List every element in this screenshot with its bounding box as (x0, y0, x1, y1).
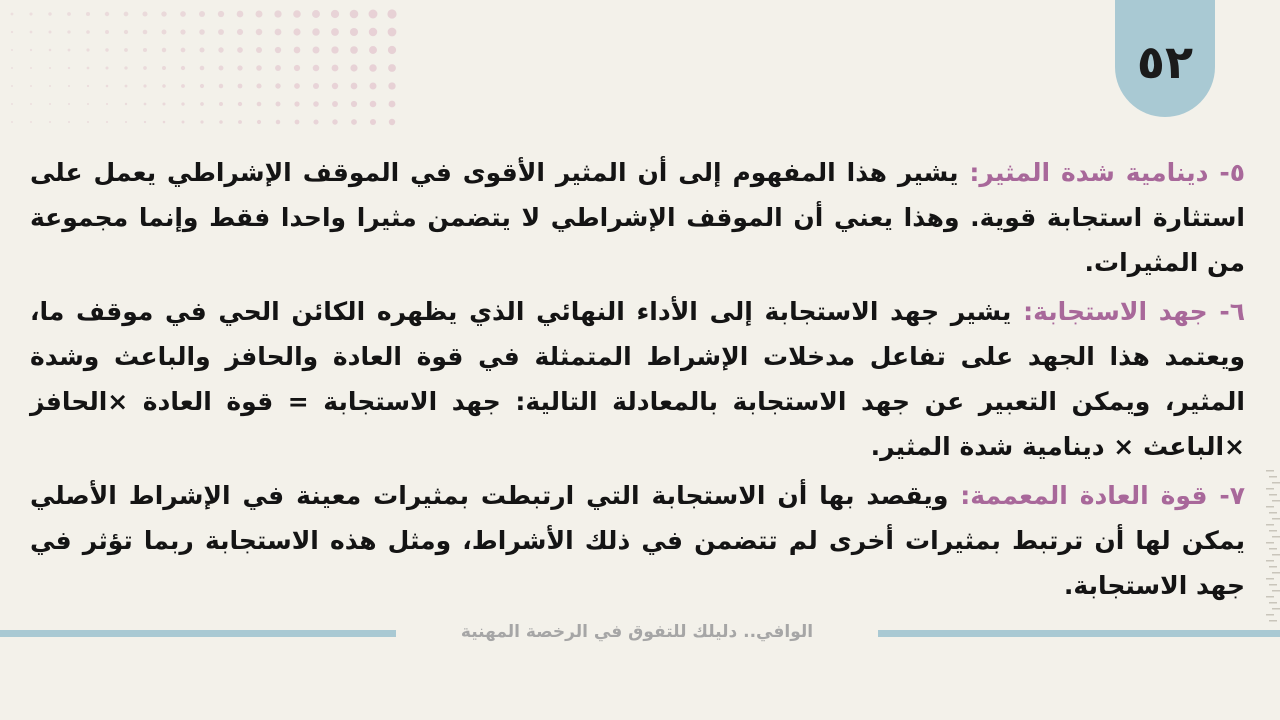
decorative-dot (162, 48, 166, 52)
decorative-dot (105, 12, 109, 16)
edge-mark (1269, 512, 1277, 514)
page-number: ٥٢ (1136, 34, 1194, 89)
term-reaction-potential: ٦- جهد الاستجابة: (1023, 297, 1246, 326)
footer-divider-left (0, 630, 396, 637)
edge-mark (1266, 506, 1274, 508)
decorative-dot (312, 28, 319, 35)
decorative-dot (219, 66, 224, 71)
decorative-dot (200, 66, 205, 71)
decorative-dot (200, 84, 204, 88)
decorative-dot (180, 29, 185, 34)
paragraph-7-text: ويقصد بها أن الاستجابة التي ارتبطت بمثيرات معينة في الإشراط الأصلي يمكن لها أن ترتبط بمثيرات أخرى لم تتضمن في ذلك الأشراط، ومثل هذه الاستجابة ربما تؤثر في جهد الاستجابة. (30, 481, 1245, 600)
decorative-dot (238, 84, 243, 89)
decorative-dot (11, 121, 13, 123)
decorative-dot (331, 28, 339, 36)
decorative-dot (237, 65, 242, 70)
decorative-dot (105, 30, 109, 34)
decorative-dot (68, 49, 71, 52)
decorative-dot (68, 85, 70, 87)
decorative-dot (218, 47, 223, 52)
decorative-dot (370, 101, 377, 108)
decorative-dot (124, 48, 128, 52)
decorative-dot (182, 121, 185, 124)
edge-mark (1269, 602, 1277, 604)
decorative-dot (200, 120, 203, 123)
edge-mark (1269, 494, 1277, 496)
edge-mark (1272, 608, 1280, 610)
decorative-dot (161, 11, 166, 16)
decorative-dot (388, 46, 396, 54)
decorative-dot (124, 12, 129, 17)
paragraph-6 (30, 289, 1245, 469)
decorative-dot (387, 9, 396, 18)
decorative-dot (256, 65, 262, 71)
decorative-dot (68, 67, 70, 69)
decorative-dot (275, 47, 281, 53)
decorative-dot (86, 12, 90, 16)
decorative-dot (125, 121, 127, 123)
decorative-dot (68, 103, 70, 105)
edge-mark (1272, 518, 1280, 520)
decorative-dot (86, 30, 90, 34)
decorative-dot (49, 31, 52, 34)
edge-mark (1266, 524, 1274, 526)
decorative-dot (369, 10, 378, 19)
decorative-dot (48, 12, 51, 15)
edge-mark (1266, 596, 1274, 598)
edge-mark (1269, 584, 1277, 586)
edge-mark (1266, 614, 1274, 616)
decorative-dot (370, 119, 376, 125)
edge-mark (1272, 590, 1280, 592)
decorative-dot (332, 119, 337, 124)
decorative-dot (181, 66, 185, 70)
decorative-dot (275, 29, 282, 36)
decorative-dot (332, 65, 339, 72)
decorative-dot (369, 82, 376, 89)
edge-mark (1272, 554, 1280, 556)
decorative-dot (49, 67, 51, 69)
edge-mark (1266, 578, 1274, 580)
decorative-dot (351, 83, 358, 90)
decorative-dot (162, 30, 167, 35)
decorative-dot (162, 84, 166, 88)
edge-mark (1272, 536, 1280, 538)
decorative-dot (124, 30, 128, 34)
decorative-dot (143, 30, 148, 35)
decorative-dot (312, 10, 320, 18)
decorative-dot (294, 83, 300, 89)
decorative-dot (199, 29, 205, 35)
page-edge-marks (1262, 470, 1280, 630)
decorative-dot (332, 83, 338, 89)
decorative-dot (293, 28, 300, 35)
edge-mark (1269, 548, 1277, 550)
decorative-dot (313, 101, 319, 107)
decorative-dot (30, 85, 32, 87)
decorative-dot (144, 121, 146, 123)
decorative-dot (294, 47, 301, 54)
decorative-dot (106, 85, 109, 88)
decorative-dot (313, 119, 318, 124)
decorative-dot (369, 46, 377, 54)
decorative-dot (351, 101, 357, 107)
content-body (30, 150, 1245, 612)
edge-mark (1272, 482, 1280, 484)
footer (0, 618, 1280, 648)
paragraph-6-text: يشير جهد الاستجابة إلى الأداء النهائي الذي يظهره الكائن الحي في موقف ما، ويعتمد هذا الجهد على تفاعل مدخلات الإشراط المتمثلة في قوة العادة والحافز والباعث وشدة المثير، ويمكن التعبير عن جهد الاستجابة بالمعادلة التالية: جهد الاستجابة = قوة العادة ×الحافز ×الباعث × دينامية شدة المثير. (30, 297, 1245, 461)
decorative-dot (275, 83, 280, 88)
decorative-dot (275, 65, 281, 71)
paragraph-7 (30, 473, 1245, 608)
decorative-dot (238, 102, 242, 106)
decorative-dot (237, 11, 244, 18)
decorative-dot (162, 66, 166, 70)
decorative-dot (67, 30, 70, 33)
decorative-dot (293, 10, 301, 18)
decorative-dot (219, 84, 223, 88)
footer-caption: الوافي.. دليلك للتفوق في الرخصة المهنية (460, 622, 814, 642)
decorative-dot (350, 46, 358, 54)
decorative-dot (369, 28, 377, 36)
decorative-dot (294, 65, 300, 71)
decorative-dot (124, 66, 127, 69)
decorative-dot (68, 121, 70, 123)
decorative-dot (106, 67, 109, 70)
decorative-dot-pattern (0, 0, 420, 140)
decorative-dot (162, 102, 165, 105)
decorative-dot (313, 47, 320, 54)
decorative-dot (350, 28, 358, 36)
term-generalized-habit-strength: ٧- قوة العادة المعممة: (960, 481, 1246, 510)
decorative-dot (276, 102, 281, 107)
edge-mark (1269, 566, 1277, 568)
edge-mark (1266, 470, 1274, 472)
decorative-dot (388, 64, 396, 72)
decorative-dot (11, 85, 13, 87)
paragraph-5 (30, 150, 1245, 285)
decorative-dot (295, 120, 300, 125)
decorative-dot (331, 46, 338, 53)
decorative-dot (237, 47, 243, 53)
decorative-dot (219, 120, 223, 124)
decorative-dot (49, 85, 51, 87)
decorative-dot (332, 101, 338, 107)
decorative-dot (87, 85, 89, 87)
edge-mark (1269, 530, 1277, 532)
decorative-dot (274, 10, 281, 17)
decorative-dot (276, 120, 280, 124)
decorative-dot (11, 103, 13, 105)
decorative-dot (256, 29, 263, 36)
decorative-dot (143, 48, 147, 52)
decorative-dot (388, 82, 395, 89)
paragraph-5-text: يشير هذا المفهوم إلى أن المثير الأقوى في الموقف الإشراطي يعمل على استثارة استجابة قوية. وهذا يعني أن الموقف الإشراطي لا يتضمن مثيرا واحدا فقط وإنما مجموعة من المثيرات. (30, 158, 1245, 277)
decorative-dot (218, 29, 224, 35)
decorative-dot (29, 12, 32, 15)
decorative-dot (106, 121, 108, 123)
decorative-dot (350, 10, 359, 19)
decorative-dot (49, 103, 51, 105)
term-stimulus-intensity-dynamism: ٥- دينامية شدة المثير: (969, 158, 1245, 187)
decorative-dot (30, 49, 32, 51)
decorative-dot (30, 121, 32, 123)
decorative-dot (86, 48, 89, 51)
edge-mark (1266, 560, 1274, 562)
decorative-dot (142, 11, 147, 16)
decorative-dot (143, 66, 147, 70)
decorative-dot (199, 11, 205, 17)
decorative-dot (87, 121, 89, 123)
decorative-dot (237, 29, 243, 35)
decorative-dot (181, 84, 185, 88)
footer-divider-right (878, 630, 1280, 637)
decorative-dot (105, 48, 108, 51)
decorative-dot (238, 120, 242, 124)
decorative-dot (331, 10, 339, 18)
page-number-tab (1115, 0, 1215, 117)
decorative-dot (11, 67, 13, 69)
decorative-dot (11, 31, 13, 33)
edge-mark (1266, 542, 1274, 544)
decorative-dot (388, 28, 397, 37)
edge-mark (1272, 572, 1280, 574)
decorative-dot (256, 11, 263, 18)
decorative-dot (163, 121, 166, 124)
decorative-dot (219, 102, 223, 106)
decorative-dot (294, 101, 299, 106)
decorative-dot (125, 103, 127, 105)
decorative-dot (30, 31, 33, 34)
decorative-dot (143, 84, 146, 87)
decorative-dot (144, 103, 147, 106)
decorative-dot (200, 102, 204, 106)
decorative-dot (389, 119, 395, 125)
edge-mark (1272, 500, 1280, 502)
decorative-dot (257, 102, 262, 107)
decorative-dot (180, 11, 186, 17)
decorative-dot (351, 119, 357, 125)
decorative-dot (181, 48, 186, 53)
decorative-dot (67, 12, 71, 16)
decorative-dot (30, 67, 32, 69)
decorative-dot (350, 64, 357, 71)
edge-mark (1269, 476, 1277, 478)
decorative-dot (11, 49, 13, 51)
decorative-dot (30, 103, 32, 105)
decorative-dot (199, 47, 204, 52)
decorative-dot (257, 120, 261, 124)
decorative-dot (389, 101, 396, 108)
decorative-dot (313, 65, 320, 72)
decorative-dot (106, 103, 108, 105)
decorative-dot (49, 121, 51, 123)
decorative-dot (125, 85, 128, 88)
decorative-dot (11, 13, 14, 16)
edge-mark (1266, 488, 1274, 490)
decorative-dot (181, 102, 184, 105)
decorative-dot (256, 47, 262, 53)
decorative-dot (87, 67, 90, 70)
decorative-dot (369, 64, 376, 71)
decorative-dot (49, 49, 52, 52)
decorative-dot (87, 103, 89, 105)
decorative-dot (256, 83, 261, 88)
decorative-dot (313, 83, 319, 89)
decorative-dot (218, 11, 224, 17)
